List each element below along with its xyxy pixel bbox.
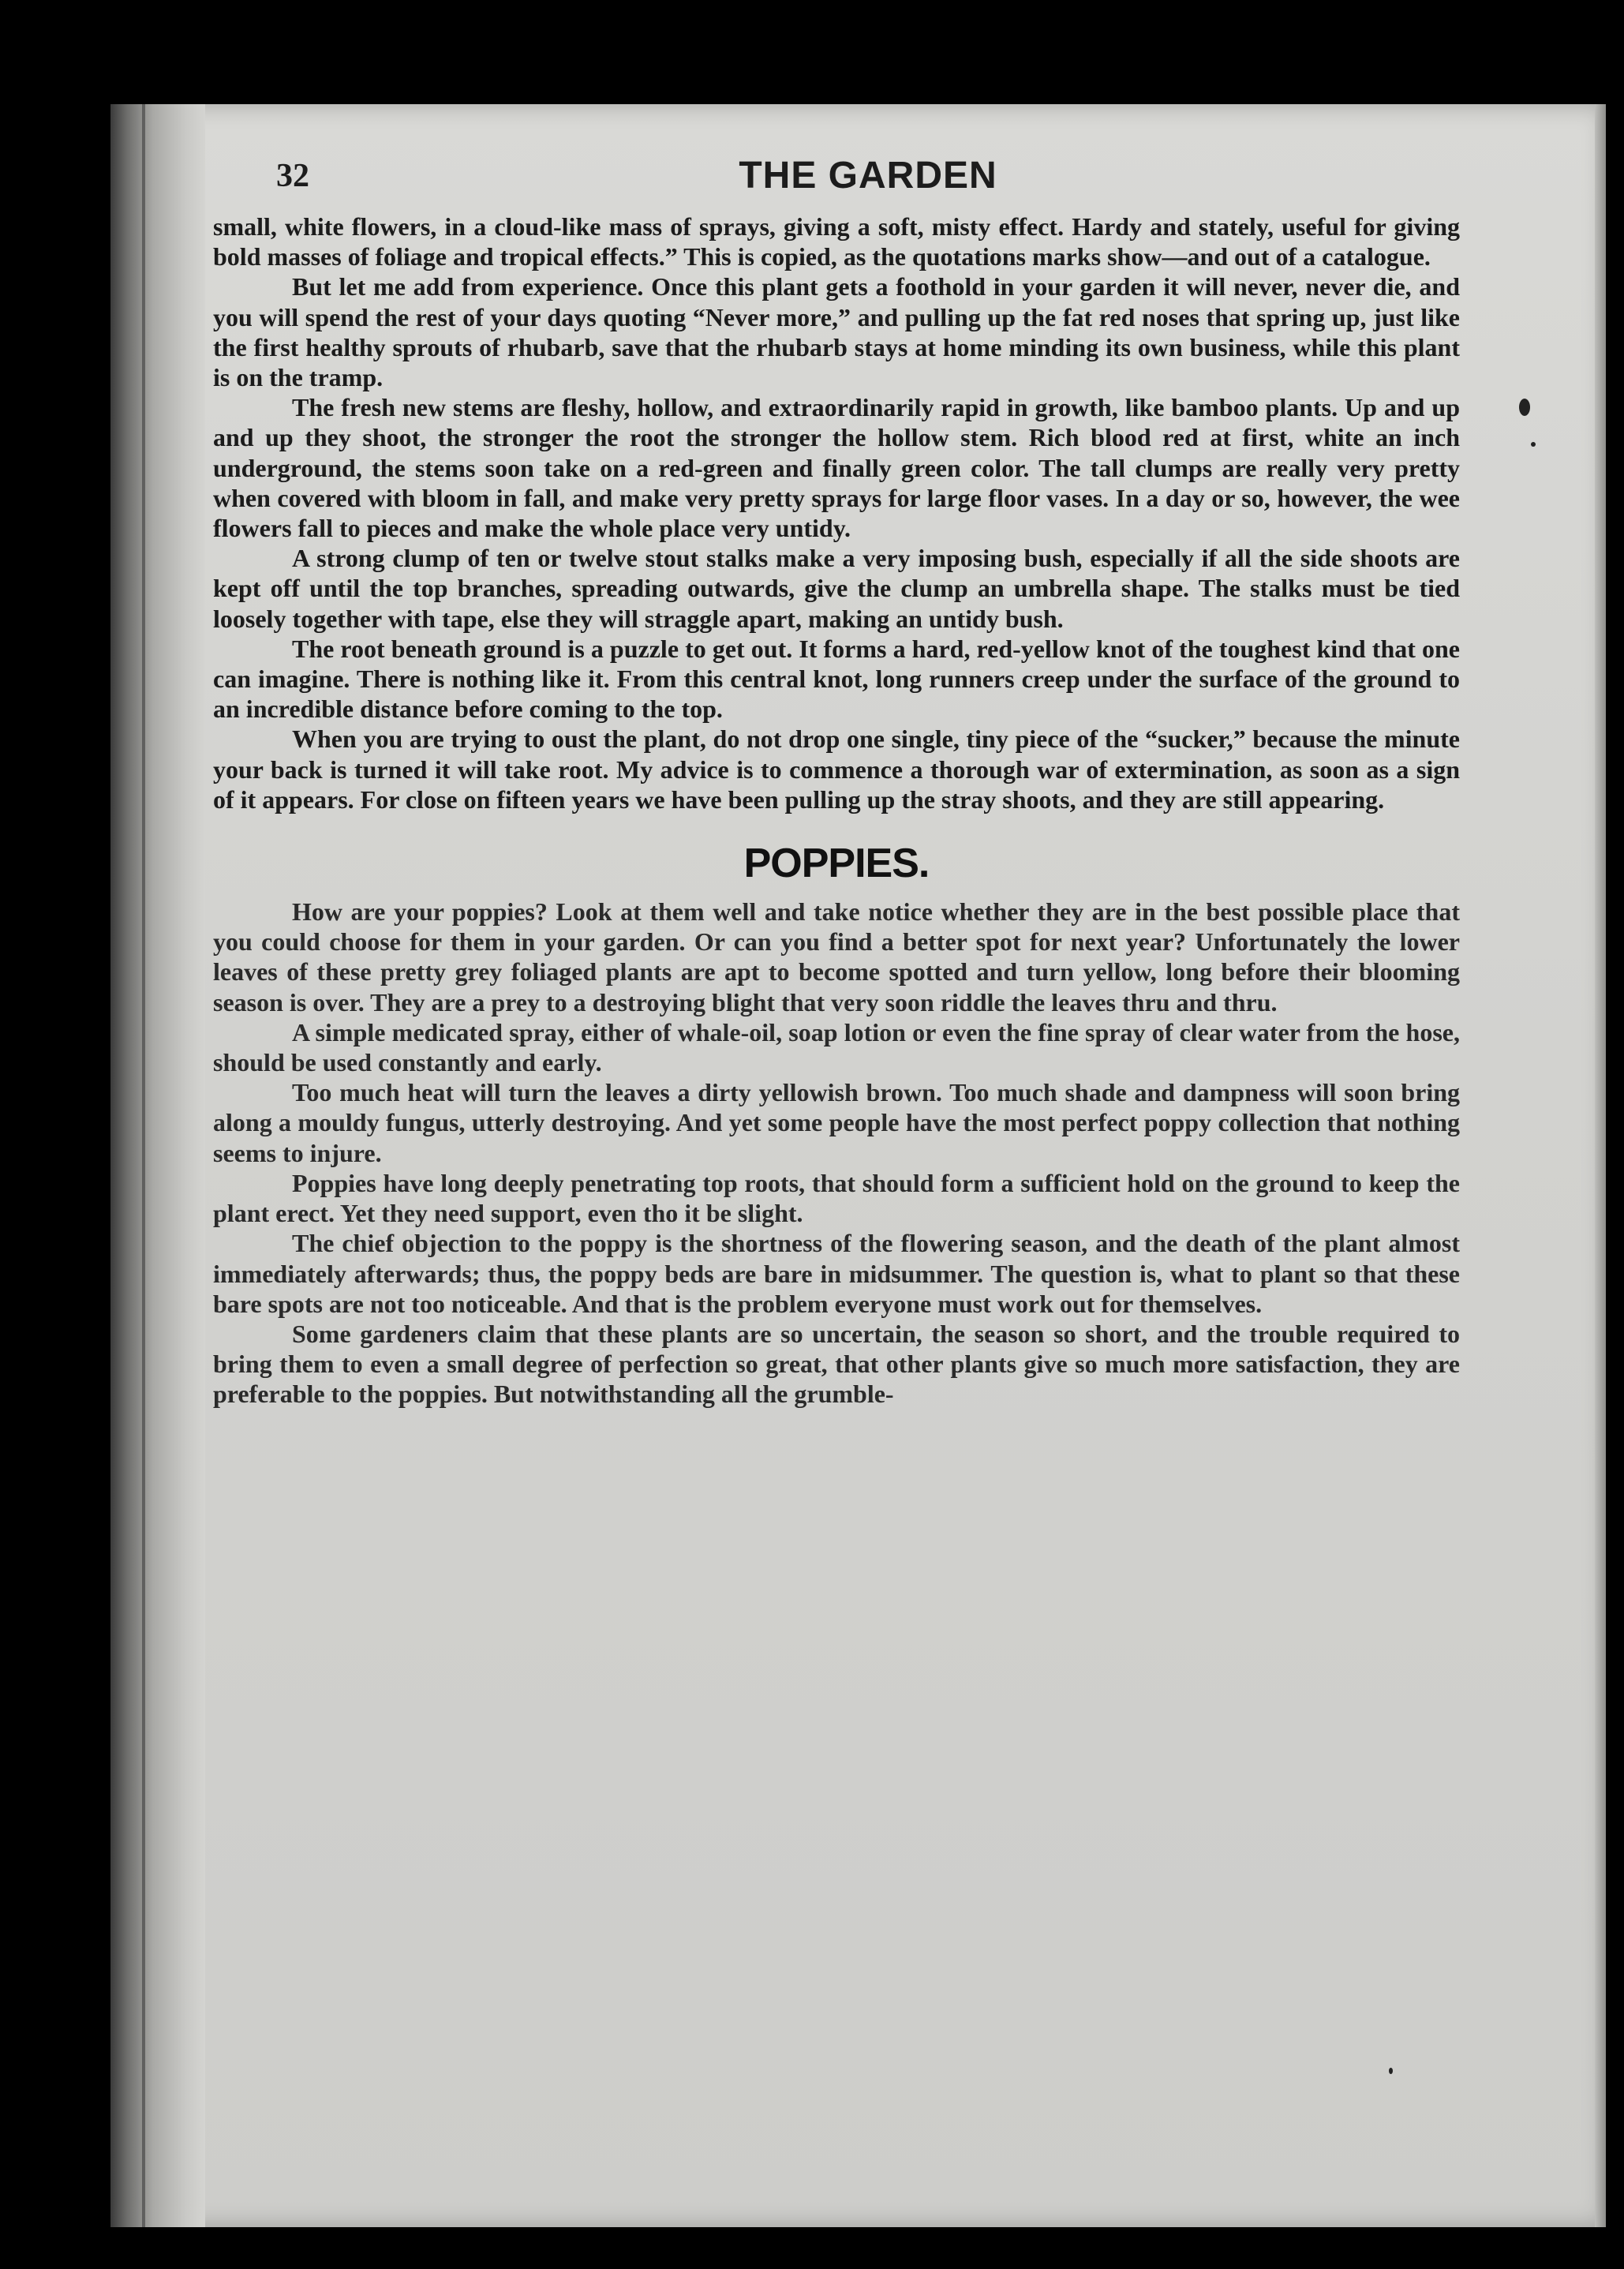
page-header [276,154,1460,209]
page-body [213,212,1460,1410]
continued-section [213,212,1460,814]
paragraph: When you are trying to oust the plant, do not drop one single, tiny piece of the “sucker,” because the minute your back is turned it will take root. My advice is to commence a thorough war of extermination, as soon as a sign of it appears. For close on fifteen years we have been pulling up the stray shoots, and they are still appearing. [213,725,1460,814]
paragraph: A strong clump of ten or twelve stout stalks make a very imposing bush, especially if all the side shoots are kept off until the top branches, spreading outwards, give the clump an umbrella shape. The stalks must be tied loosely together with tape, else they will straggle apart, making an untidy bush. [213,544,1460,633]
paragraph: The chief objection to the poppy is the shortness of the flowering season, and the death of the plant almost immediately afterwards; thus, the poppy beds are bare in midsummer. The question is, what to plant so that these bare spots are not too noticeable. And that is the problem everyone must work out for themselves. [213,1229,1460,1318]
section-heading-poppies: POPPIES. [743,841,930,887]
paragraph: Too much heat will turn the leaves a dirty yellowish brown. Too much shade and dampness will soon bring along a mouldy fungus, utterly destroying. And yet some people have the most perfect poppy collection that nothing seems to injure. [213,1078,1460,1167]
scan-speck [1519,399,1530,416]
page-right-edge [1595,104,1606,2227]
scan-speck [1531,442,1536,447]
page-binding-edge [110,104,205,2227]
paragraph: How are your poppies? Look at them well and take notice whether they are in the best possible place that you could choose for them in your garden. Or can you find a better spot for next year? Unfortunately the lower leaves of these pretty grey foliaged plants are apt to become spotted and turn yellow, long before their blooming season is over. They are a prey to a destroying blight that very soon riddle the leaves thru and thru. [213,897,1460,1017]
running-head: THE GARDEN [739,155,997,197]
paragraph: small, white flowers, in a cloud-like mass of sprays, giving a soft, misty effect. Hardy and stately, useful for giving bold masses of foliage and tropical effects.” This is copied, as the quotations marks show—and out of a catalogue. [213,212,1460,271]
page-number: 32 [276,158,309,194]
paragraph: The fresh new stems are fleshy, hollow, and extraordinarily rapid in growth, like bamboo plants. Up and up and up they shoot, the stronger the root the stronger the hollow stem. Rich blood red at first, white an inch underground, the stems soon take on a red-green and finally green color. The tall clumps are really very pretty when covered with bloom in fall, and make very pretty sprays for large floor vases. In a day or so, however, the wee flowers fall to pieces and make the whole place very untidy. [213,393,1460,543]
scan-speck [1389,2068,1393,2074]
paragraph: Some gardeners claim that these plants are so uncertain, the season so short, and the trouble required to bring them to even a small degree of perfection so great, that other plants give so much more satisfaction, they are preferable to the poppies. But notwithstanding all the grumble- [213,1319,1460,1409]
paragraph: The root beneath ground is a puzzle to get out. It forms a hard, red-yellow knot of the toughest kind that one can imagine. There is nothing like it. From this central knot, long runners creep under the surface of the ground to an incredible distance before coming to the top. [213,634,1460,724]
poppies-section [213,897,1460,1409]
paragraph: But let me add from experience. Once this plant gets a foothold in your garden it will never, never die, and you will spend the rest of your days quoting “Never more,” and pulling up the fat red noses that spring up, just like the first healthy sprouts of rhubarb, save that the rhubarb stays at home minding its own business, while this plant is on the tramp. [213,272,1460,392]
paragraph: Poppies have long deeply penetrating top roots, that should form a sufficient hold on the ground to keep the plant erect. Yet they need support, even tho it be slight. [213,1168,1460,1228]
paragraph: A simple medicated spray, either of whale-oil, soap lotion or even the fine spray of clear water from the hose, should be used constantly and early. [213,1017,1460,1077]
